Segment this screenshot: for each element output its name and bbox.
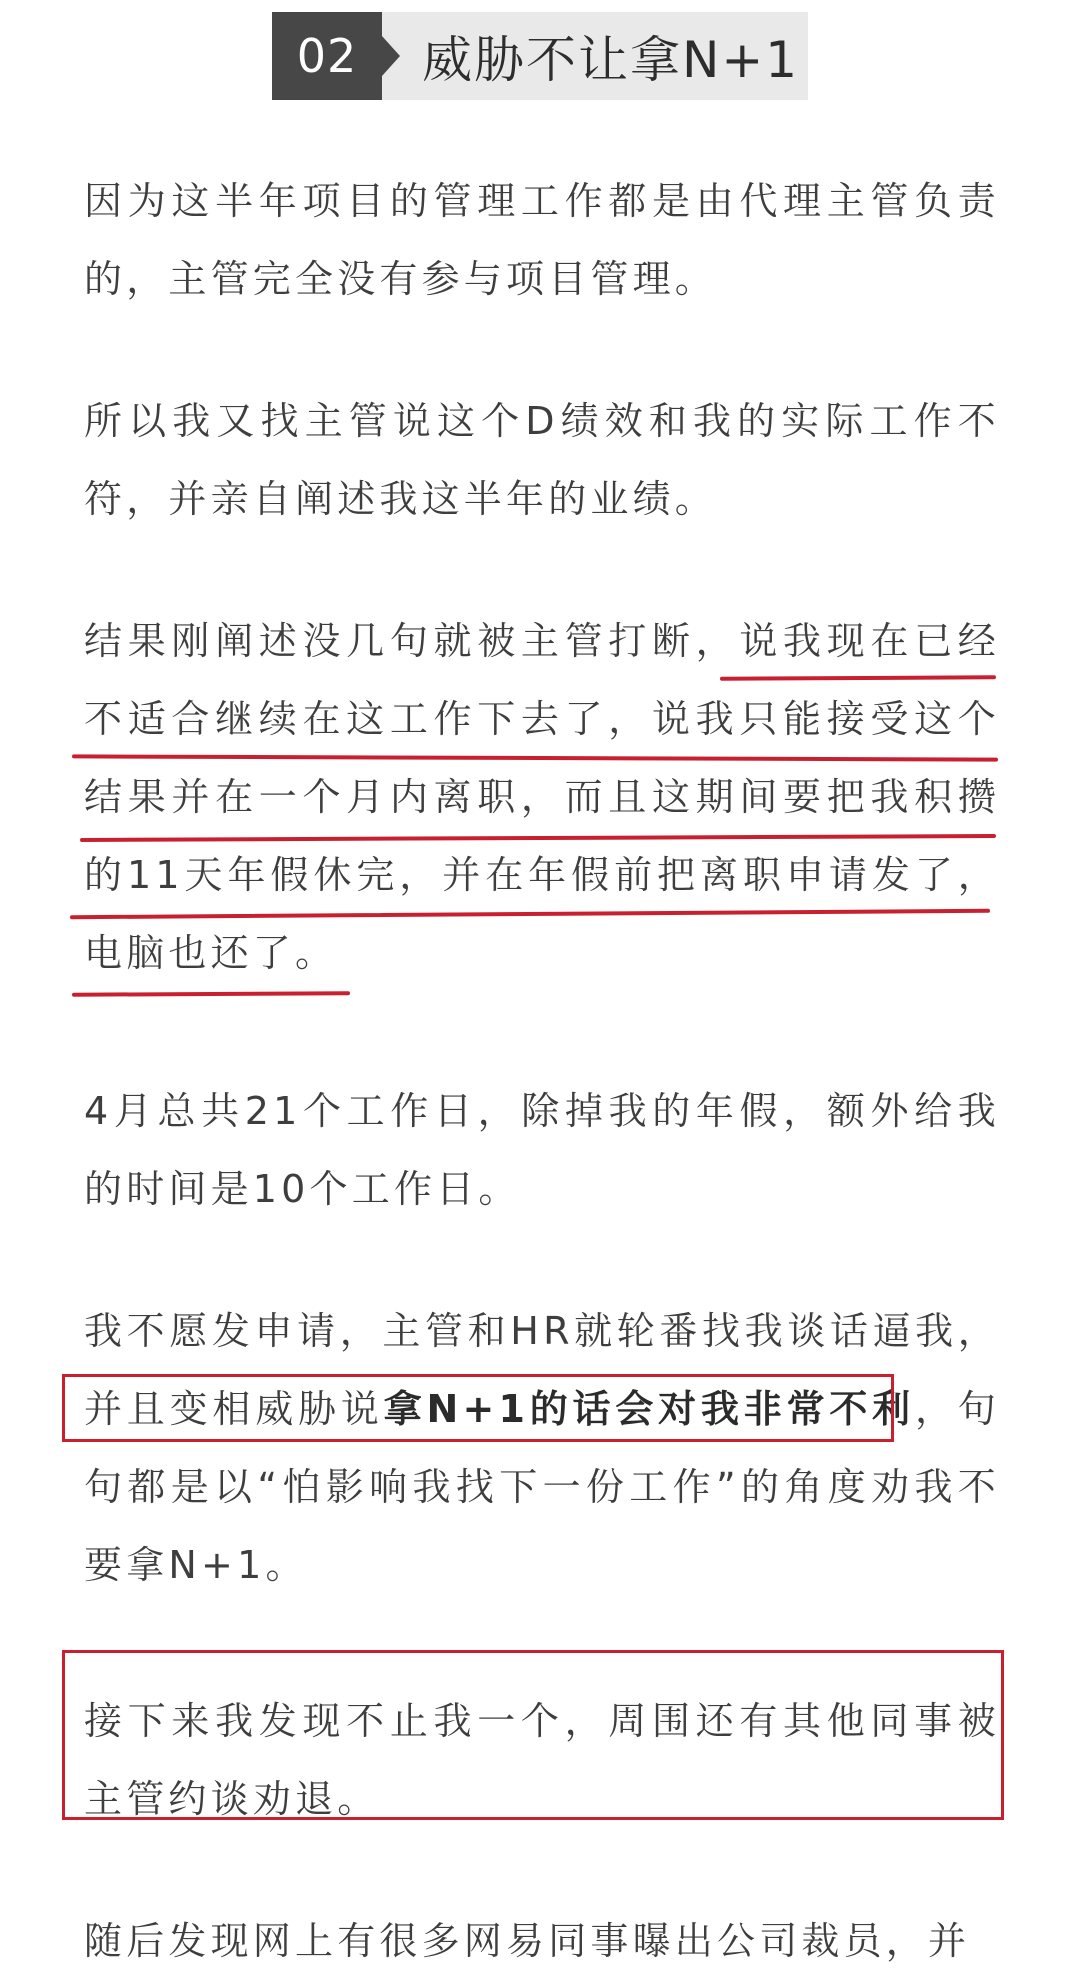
red-underline-5 [72, 991, 350, 996]
red-box-threat [62, 1374, 894, 1442]
red-box-paragraph-6 [62, 1650, 1004, 1820]
paragraph-1: 因为这半年项目的管理工作都是由代理主管负责的，主管完全没有参与项目管理。 [84, 179, 1000, 301]
section-header [272, 12, 808, 100]
section-title-box [382, 12, 808, 100]
paragraph-5-boxed-bold: 拿N+1的话会对我非常不利 [383, 1387, 915, 1431]
paragraph-3-underlined: 说我现在已经不适合继续在这工作下去了，说我只能接受这个结果并在一个月内离职，而且这期间要把我积攒的11天年假休完，并在年假前把离职申请发了，电脑也还了。 [84, 619, 1000, 975]
paragraph-5-boxed-end: ， [914, 1387, 958, 1431]
paragraph-5 [84, 1292, 1000, 1604]
section-number: 02 [272, 12, 382, 100]
paragraph-4: 4月总共21个工作日，除掉我的年假，额外给我的时间是10个工作日。 [84, 1089, 1000, 1211]
paragraph-6: 接下来我发现不止我一个，周围还有其他同事被主管约谈劝退。 [84, 1699, 1000, 1821]
paragraph-2: 所以我又找主管说这个D绩效和我的实际工作不符，并亲自阐述我这半年的业绩。 [84, 399, 1000, 521]
header-notch [382, 36, 400, 76]
paragraph-3-lead: 结果刚阐述没几句就被主管打断， [84, 619, 740, 663]
paragraph-3 [84, 602, 1000, 992]
paragraph-5-boxed-plain: 并且变相威胁说 [84, 1387, 384, 1431]
paragraph-7: 随后发现网上有很多网易同事曝出公司裁员，并 [84, 1919, 971, 1963]
paragraph-5-line1: 我不愿发申请，主管和HR就轮番找我谈话逼我， [84, 1309, 1000, 1353]
paragraph-5-tail: 句句都是以“怕影响我找下一份工作”的角度劝我不要拿N+1。 [84, 1387, 1000, 1587]
section-title: 威胁不让拿N+1 [422, 31, 800, 89]
